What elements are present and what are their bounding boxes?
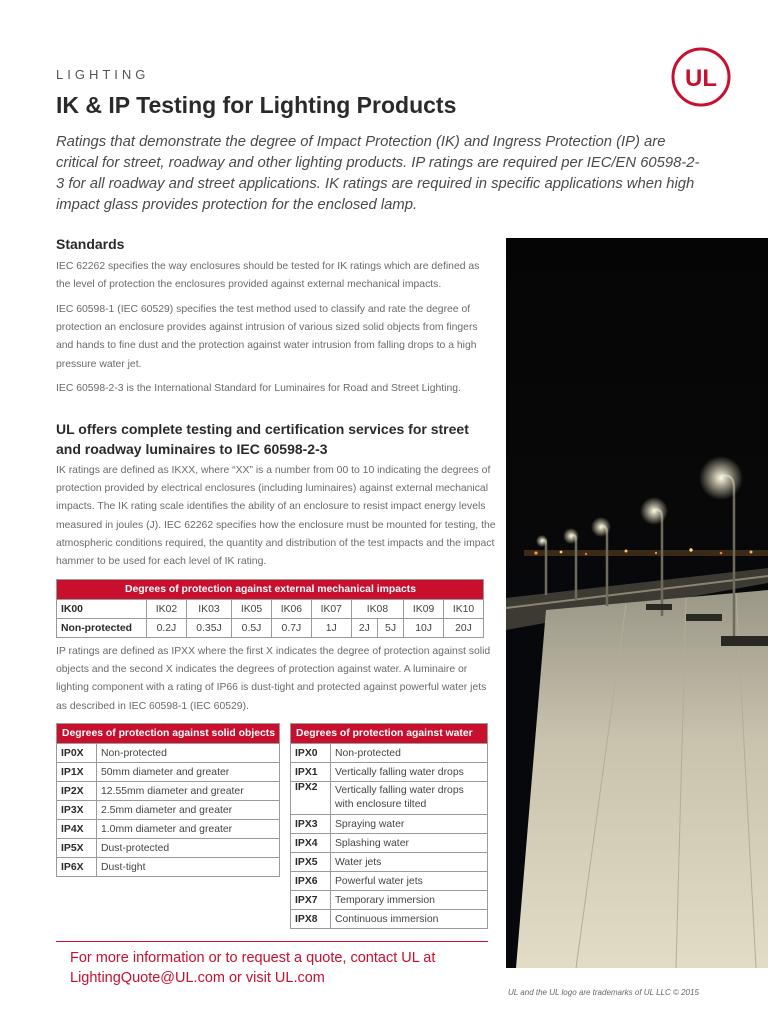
table-row (57, 600, 484, 619)
ip-code: IPX5 (291, 853, 331, 872)
ip-description: 50mm diameter and greater (97, 763, 280, 782)
ik-cell: IK05 (232, 600, 272, 619)
solid-table-header: Degrees of protection against solid objects (57, 724, 280, 744)
ik-cell: IK10 (444, 600, 484, 619)
ik-cell: 0.2J (147, 619, 187, 638)
ip-code: IPX8 (291, 910, 331, 929)
ip-code: IPX1 (291, 763, 331, 782)
pier-illustration (506, 238, 768, 968)
ip-description: Water jets (331, 853, 488, 872)
ip-code: IP4X (57, 820, 97, 839)
pier-night-photo (506, 238, 768, 968)
standards-paragraph-2: IEC 60598-1 (IEC 60529) specifies the test method used to classify and rate the degree of protection an enclosure provides against intrusion of various sized solid objects from fingers and hands to fine dust and the protection against water intrusion from falling drops to a high pressure water jet. (56, 304, 478, 370)
trademark-footnote: UL and the UL logo are trademarks of UL LLC © 2015 (508, 988, 699, 997)
ip-code: IP5X (57, 839, 97, 858)
table-row (57, 839, 280, 858)
ul-logo-text: UL (685, 65, 717, 92)
ip-description: 1.0mm diameter and greater (97, 820, 280, 839)
ik-cell: IK06 (271, 600, 311, 619)
ip-description-line-2: with enclosure tilted (335, 799, 427, 810)
ip-description: Powerful water jets (331, 872, 488, 891)
ip-code: IP1X (57, 763, 97, 782)
page-title: IK & IP Testing for Lighting Products (56, 92, 457, 118)
ip-code: IPX0 (291, 744, 331, 763)
intro-text: Ratings that demonstrate the degree of Impact Protection (IK) and Ingress Protection (IP) are critical for street, roadway and other lighting products. IP ratings are required per IEC/EN 60598-2-3 for all roadway and street applications. IK ratings are required in specific applications when high impact glass provides protection for the enclosed lamp. (56, 134, 700, 213)
ip-description: Spraying water (331, 815, 488, 834)
water-table (290, 723, 488, 929)
ik-cell: IK07 (311, 600, 351, 619)
ip-description: Dust-protected (97, 839, 280, 858)
table-row (57, 782, 280, 801)
ip-code: IPX7 (291, 891, 331, 910)
ik-cell: IK08 (351, 600, 403, 619)
table-row (291, 910, 488, 929)
ip-code: IPX3 (291, 815, 331, 834)
table-row (291, 782, 488, 815)
table-row (57, 820, 280, 839)
ip-code: IPX2 (291, 782, 331, 815)
solid-objects-table (56, 723, 280, 877)
table-row (291, 744, 488, 763)
services-heading-line-1: UL offers complete testing and certification services for street (56, 421, 469, 437)
standards-paragraph-3: IEC 60598-2-3 is the International Standard for Luminaires for Road and Street Lighting. (56, 383, 461, 394)
ip-description: Non-protected (331, 744, 488, 763)
ul-logo (670, 46, 732, 108)
ip-description: Temporary immersion (331, 891, 488, 910)
table-row (57, 619, 484, 638)
ip-description-line-1: Vertically falling water drops (335, 785, 464, 796)
table-row (57, 858, 280, 877)
standards-heading: Standards (56, 236, 125, 252)
ip-description: Dust-tight (97, 858, 280, 877)
table-row (291, 763, 488, 782)
ik-cell: 2J (351, 619, 377, 638)
contact-cta-line-1: For more information or to request a quote, contact UL at (70, 950, 436, 966)
ik-cell: 0.5J (232, 619, 272, 638)
table-row (291, 853, 488, 872)
contact-cta (70, 948, 435, 988)
ip-code: IP2X (57, 782, 97, 801)
ik-cell: 1J (311, 619, 351, 638)
ik-cell: 20J (444, 619, 484, 638)
ik-cell: IK02 (147, 600, 187, 619)
ip-code: IP0X (57, 744, 97, 763)
table-row (291, 872, 488, 891)
ip-description: Continuous immersion (331, 910, 488, 929)
table-row (291, 891, 488, 910)
services-paragraph-1: IK ratings are defined as IKXX, where “XX” is a number from 00 to 10 indicating the degrees of protection provided by electrical enclosures (including luminaires) against external mechanical impacts. The IK rating scale identifies the ability of an enclosure to resist impact energy levels measured in joules (J). IEC 62262 specifies how the enclosure must be mounted for testing, the atmospheric conditions required, the quantity and distribution of the test impacts and the impact hammer to be used for each level of IK rating. (56, 465, 496, 568)
ik-cell: 0.7J (271, 619, 311, 638)
ip-code: IPX6 (291, 872, 331, 891)
ip-description: Splashing water (331, 834, 488, 853)
ik-table (56, 579, 484, 638)
ik-table-header: Degrees of protection against external mechanical impacts (57, 580, 484, 600)
table-row (291, 815, 488, 834)
ip-description: 12.55mm diameter and greater (97, 782, 280, 801)
ik-row2-label: Non-protected (57, 619, 147, 638)
ip-description: 2.5mm diameter and greater (97, 801, 280, 820)
ik-cell: 5J (377, 619, 403, 638)
ip-description: Non-protected (97, 744, 280, 763)
table-row (57, 744, 280, 763)
ip-description (331, 782, 488, 815)
section-label: LIGHTING (56, 67, 150, 82)
ip-code: IP3X (57, 801, 97, 820)
table-row (57, 801, 280, 820)
ip-code: IPX4 (291, 834, 331, 853)
water-table-header: Degrees of protection against water (291, 724, 488, 744)
table-row (291, 834, 488, 853)
standards-paragraph-1: IEC 62262 specifies the way enclosures should be tested for IK ratings which are defined as the level of protection the enclosures provided against external mechanical impacts. (56, 261, 480, 291)
table-row (57, 763, 280, 782)
ik-cell: IK03 (186, 600, 231, 619)
ik-row1-label: IK00 (57, 600, 147, 619)
ip-description: Vertically falling water drops (331, 763, 488, 782)
contact-cta-line-2[interactable]: LightingQuote@UL.com or visit UL.com (70, 970, 325, 986)
ip-code: IP6X (57, 858, 97, 877)
services-paragraph-2: IP ratings are defined as IPXX where the first X indicates the degree of protection against solid objects and the second X indicates the degrees of protection against water. A luminaire or lighting component with a rating of IP66 is dust-tight and protected against powerful water jets as described in IEC 60598-1 (IEC 60529). (56, 646, 491, 712)
ik-cell: IK09 (404, 600, 444, 619)
ik-cell: 10J (404, 619, 444, 638)
cta-divider (56, 941, 488, 942)
services-heading-line-2: and roadway luminaires to IEC 60598-2-3 (56, 441, 328, 457)
ik-cell: 0.35J (186, 619, 231, 638)
services-heading (56, 419, 469, 459)
